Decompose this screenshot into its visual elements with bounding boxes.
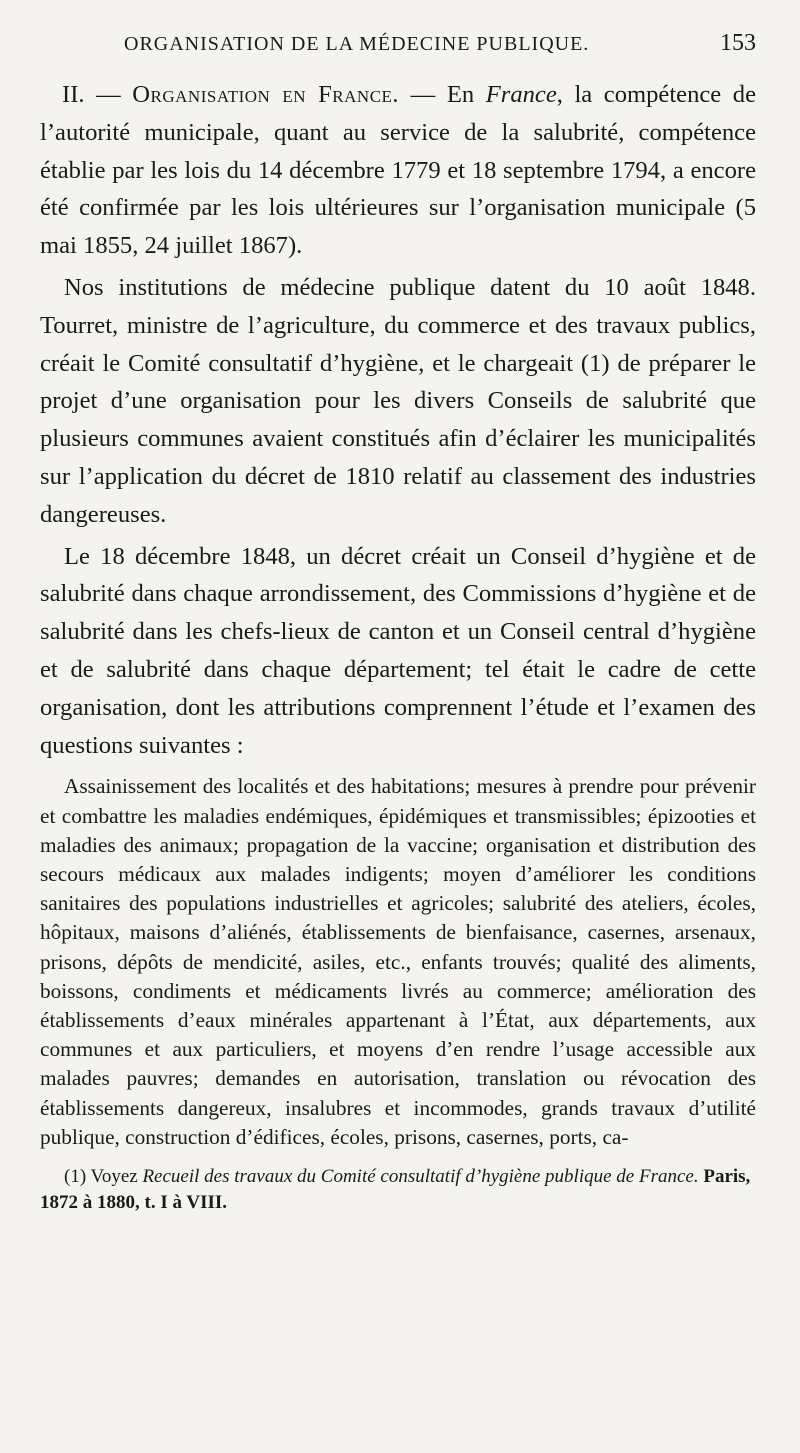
page-number: 153 [720,30,756,56]
running-title: ORGANISATION DE LA MÉDECINE PUBLIQUE. [124,33,590,55]
attributions-list: Assainissement des localités et des habitations; mesures à prendre pour prévenir et combattre les maladies endémiques, épidémiques et transmissibles; épizooties et maladies des animaux; propagation de la vaccine; organisation et distribution des secours médicaux aux malades indigents; moyen d’améliorer les conditions sanitaires des populations industrielles et agricoles; salubrité des ateliers, écoles, hôpitaux, maisons d’aliénés, établissements de bienfaisance, casernes, arsenaux, prisons, dépôts de mendicité, asiles, etc., enfants trouvés; qualité des aliments, boissons, condiments et médicaments livrés au commerce; amélioration des établissements d’eaux minérales appartenant à l’État, aux départements, aux communes et aux particuliers, et moyens d’en rendre l’usage accessible aux malades pauvres; demandes en autorisation, translation ou révocation des établissements dangereux, insalubres et incommodes, grands travaux d’utilité publique, construction d’édifices, écoles, prisons, casernes, ports, ca- [40,774,756,1149]
lead-italic: France [485,81,557,108]
lead-dash: — En [399,81,486,108]
footnote-italic: Recueil des travaux du Comité consultatif d’hygiène publique de France. [142,1165,699,1187]
paragraph-1 [40,76,756,265]
section-number: II. — [62,81,133,108]
paragraph-1-text: , la compétence de l’autorité municipale, quant au service de la salubrité, compétence établie par les lois du 14 décembre 1779 et 18 septembre 1794, a encore été confirmée par les lois ultérieures sur l’organisation municipale (5 mai 1855, 24 juillet 1867). [40,81,757,260]
paragraph-3: Le 18 décembre 1848, un décret créait un Conseil d’hygiène et de salubrité dans chaque arrondissement, des Commissions d’hygiène et de salubrité dans les chefs-lieux de canton et un Conseil central d’hygiène et de salubrité dans chaque département; tel était le cadre de cette organisation, dont les attributions comprennent l’étude et l’examen des questions suivantes : [40,542,756,759]
main-text [40,76,756,764]
footnote [40,1164,756,1216]
running-head [40,30,756,70]
section-heading: Organisation en France. [132,81,400,108]
footnote-marker: (1) Voyez [64,1165,143,1187]
paragraph-2: Nos institutions de médecine publique datent du 10 août 1848. Tourret, ministre de l’agriculture, du commerce et des travaux publics, créait le Comité consultatif d’hygiène, et le chargeait (1) de préparer le projet d’une organisation pour les divers Conseils de salubrité que plusieurs communes avaient constitués afin d’éclairer les municipalités sur l’application du décret de 1810 relatif au classement des industries dangereuses. [40,273,756,528]
footnote-rest: Paris, 1872 à 1880, t. I à VIII. [40,1165,751,1213]
